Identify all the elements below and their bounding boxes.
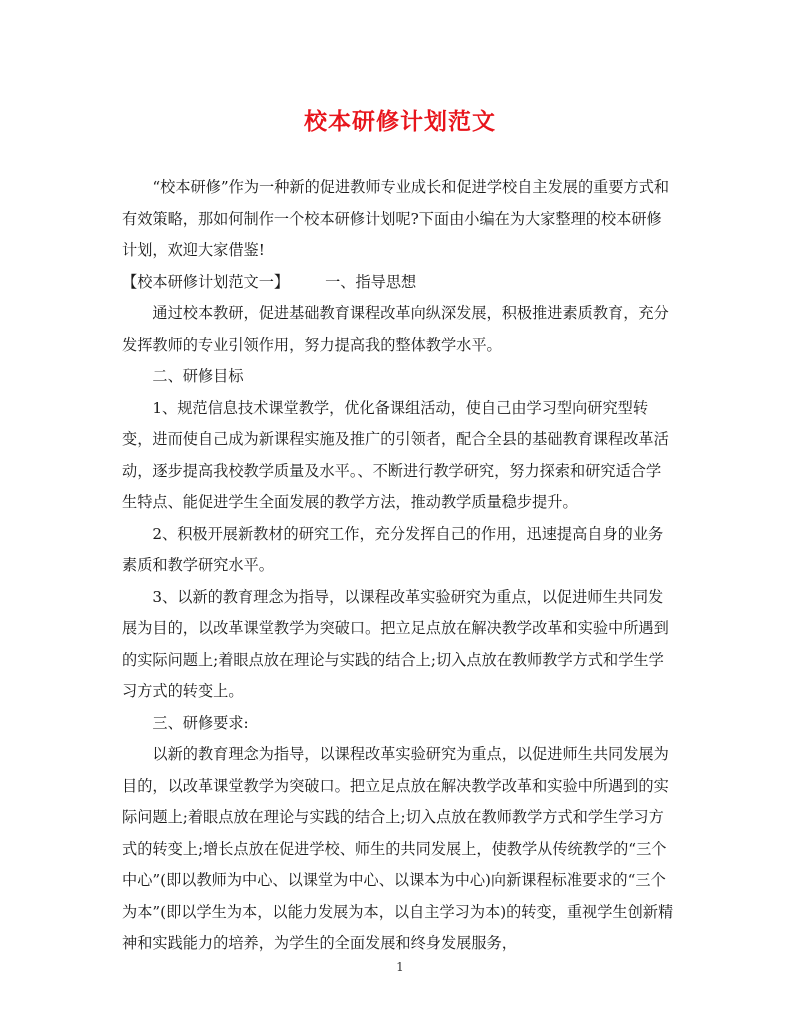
goal-item-3: 3、以新的教育理念为指导，以课程改革实验研究为重点，以促进师生共同发展为目的，以改革课堂教学为突破口。把立足点放在解决教学改革和实验中所遇到的实际问题上;着眼点放在理论与实践的结合上;切入点放在教师教学方式和学生学习方式的转变上。: [122, 587, 669, 700]
document-title: 校本研修计划范文: [304, 108, 496, 135]
intro-paragraph: “校本研修”作为一种新的促进教师专业成长和促进学校自主发展的重要方式和有效策略，那如何制作一个校本研修计划呢?下面由小编在为大家整理的校本研修计划，欢迎大家借鉴!: [122, 178, 670, 259]
goal-item-1: 1、规范信息技术课堂教学，优化备课组活动，使自己由学习型向研究型转变，进而使自己成为新课程实施及推广的引领者，配合全县的基础教育课程改革活动，逐步提高我校教学质量及水平。、不断进行教学研究，努力探索和研究适合学生特点、能促进学生全面发展的教学方法，推动教学质量稳步提升。: [122, 398, 669, 511]
research-goals-heading: 二、研修目标: [152, 367, 244, 385]
page-number: 1: [396, 960, 404, 974]
research-requirements-heading: 三、研修要求:: [152, 713, 249, 732]
guiding-thought-paragraph: 通过校本教研，促进基础教育课程改革向纵深发展，积极推进素质教育，充分发挥教师的专业引领作用，努力提高我的整体教学水平。: [122, 304, 669, 354]
requirements-paragraph: 以新的教育理念为指导，以课程改革实验研究为重点，以促进师生共同发展为目的，以改革课堂教学为突破口。把立足点放在解决教学改革和实验中所遇到的实际问题上;着眼点放在理论与实践的结合上;切入点放在教师教学方式和学生学习方式的转变上;增长点放在促进学校、师生的共同发展上，使教学从传统教学的“三个中心”(即以教师为中心、以课堂为中心、以课本为中心)向新课程标准要求的“三个为本”(即以学生为本，以能力发展为本，以自主学习为本)的转变，重视学生创新精神和实践能力的培养，为学生的全面发展和终身发展服务，: [122, 745, 674, 952]
document-body: [122, 172, 676, 960]
goal-item-2: 2、积极开展新教材的研究工作，充分发挥自己的作用，迅速提高自身的业务素质和教学研究水平。: [122, 524, 664, 574]
section-subheading: 一、指导思想: [325, 272, 417, 291]
section-label: 【校本研修计划范文一】: [122, 272, 290, 291]
section-heading-line: [122, 267, 676, 299]
